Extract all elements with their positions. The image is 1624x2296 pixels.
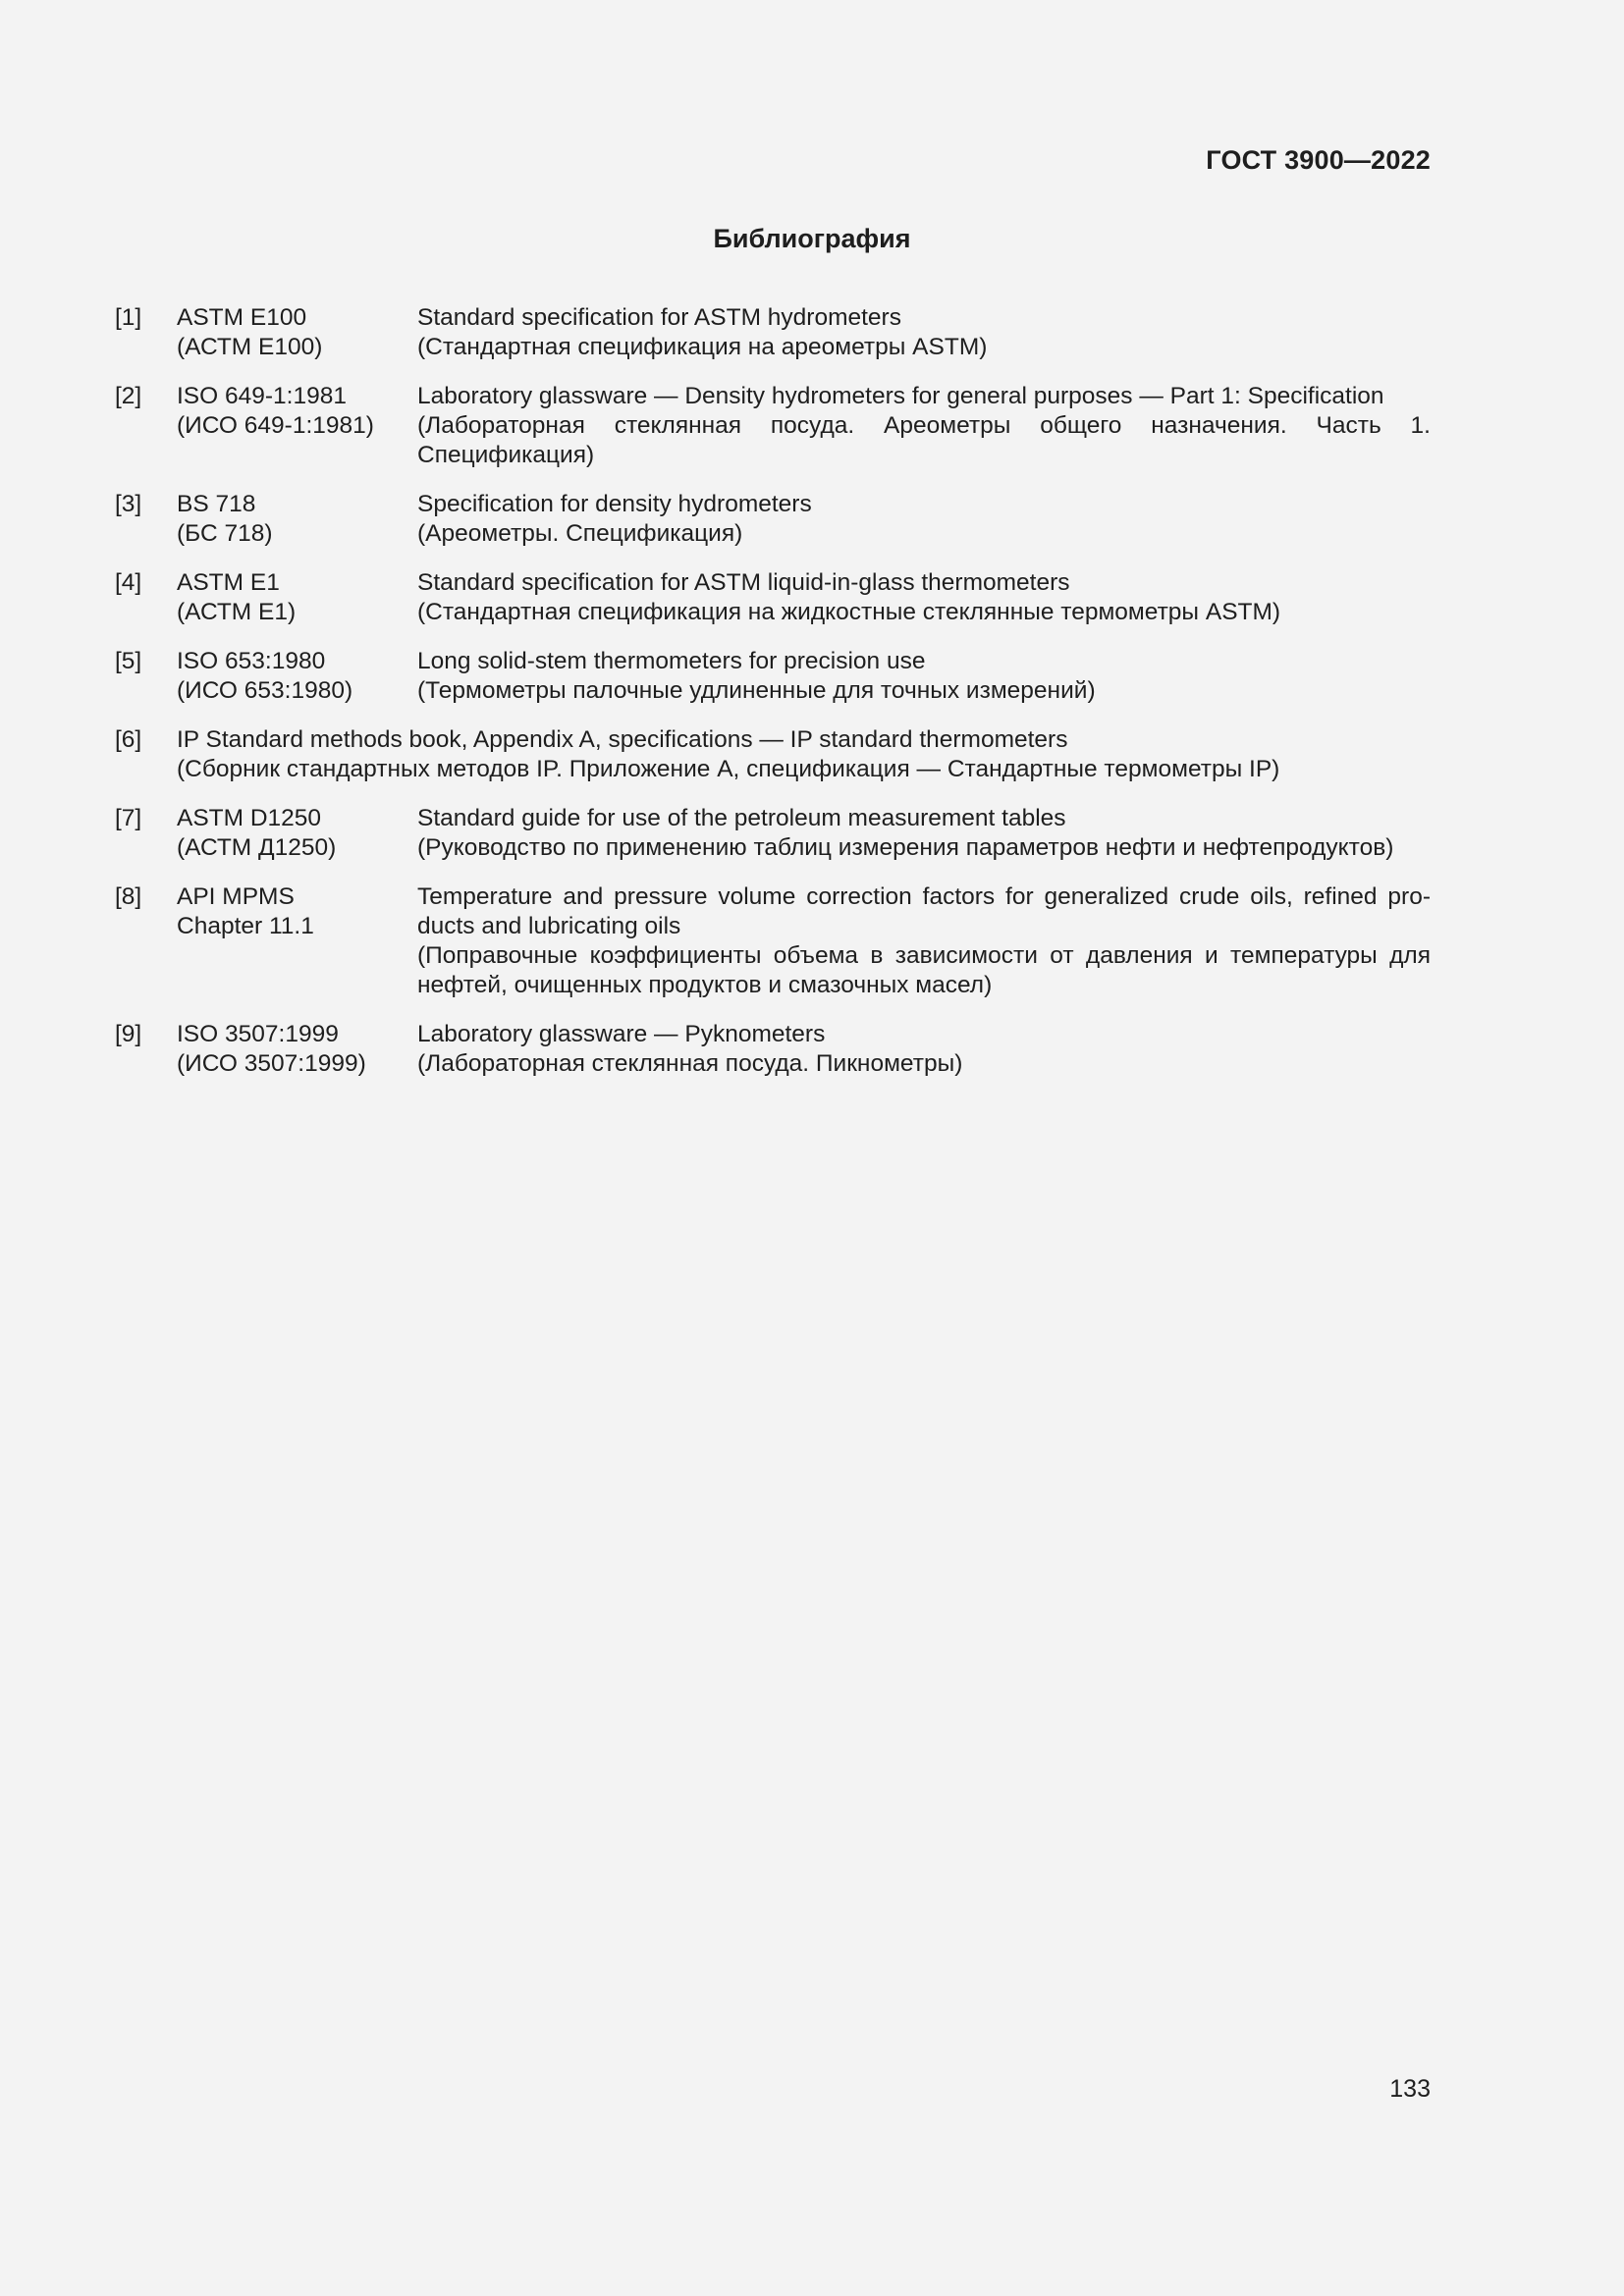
bibliography-entry xyxy=(115,490,1431,549)
page-number: 133 xyxy=(1389,2075,1431,2103)
entry-desc-en: Temperature and pressure volume correction factors for generalized crude oils, refined pro-ducts and lubricating oils xyxy=(417,883,1431,939)
entry-number: [2] xyxy=(115,383,142,409)
entry-description xyxy=(417,1020,1431,1079)
entry-code-ru: (АСТМ Е1) xyxy=(177,599,297,625)
entry-code-ru: (ИСО 649-1:1981) xyxy=(177,412,374,439)
bibliography-entry xyxy=(115,647,1431,706)
entry-desc-en: Laboratory glassware — Pyknometers xyxy=(417,1021,826,1047)
entry-code-ru: (ИСО 653:1980) xyxy=(177,677,353,704)
bibliography-entry xyxy=(115,303,1431,362)
entry-code xyxy=(177,882,417,1000)
entry-code-en: ASTM E1 xyxy=(177,569,280,596)
entry-number: [9] xyxy=(115,1021,142,1047)
bibliography-entry xyxy=(115,568,1431,627)
entry-code xyxy=(177,647,417,706)
entry-description xyxy=(417,303,1431,362)
entry-code-en: ISO 649-1:1981 xyxy=(177,383,347,409)
entry-desc-ru: (Сборник стандартных методов IP. Приложение А, спецификация — Стандартные термометры IP) xyxy=(177,756,1280,782)
entry-code-en: API MPMS xyxy=(177,883,295,910)
entry-number: [7] xyxy=(115,805,142,831)
entry-code-ru: (ИСО 3507:1999) xyxy=(177,1050,366,1077)
entry-number: [5] xyxy=(115,648,142,674)
entry-desc-ru: (Ареометры. Спецификация) xyxy=(417,520,743,547)
entry-number: [1] xyxy=(115,304,142,331)
entry-code-ru: (АСТМ Д1250) xyxy=(177,834,337,861)
entry-description xyxy=(417,382,1431,470)
entry-code-en: ISO 653:1980 xyxy=(177,648,326,674)
bibliography-entry xyxy=(115,382,1431,470)
entry-number: [6] xyxy=(115,726,142,753)
entry-code-en: ASTM E100 xyxy=(177,304,307,331)
entry-code xyxy=(177,303,417,362)
entry-desc-ru: (Лабораторная стеклянная посуда. Ареометры общего назначения. Часть 1. Спецификация) xyxy=(417,412,1431,468)
entry-description xyxy=(417,490,1431,549)
entry-code-ru: (БС 718) xyxy=(177,520,273,547)
entry-desc-ru: (Руководство по применению таблиц измерения параметров нефти и нефтепродуктов) xyxy=(417,834,1394,861)
entry-code-ru: Chapter 11.1 xyxy=(177,913,314,939)
entry-code xyxy=(177,804,417,863)
page-title: Библиография xyxy=(713,224,911,253)
entry-code-en: BS 718 xyxy=(177,491,256,517)
entry-description xyxy=(417,568,1431,627)
entry-desc-en: Standard specification for ASTM liquid-in-glass thermometers xyxy=(417,569,1070,596)
entry-number: [4] xyxy=(115,569,142,596)
entry-code-en: ISO 3507:1999 xyxy=(177,1021,339,1047)
entry-code xyxy=(177,382,417,470)
bibliography-entry xyxy=(115,882,1431,1000)
entry-desc-ru: (Термометры палочные удлиненные для точных измерений) xyxy=(417,677,1096,704)
bibliography-entry xyxy=(115,804,1431,863)
entry-description xyxy=(177,725,1431,784)
entry-desc-en: IP Standard methods book, Appendix A, specifications — IP standard thermometers xyxy=(177,726,1068,753)
entry-desc-ru: (Лабораторная стеклянная посуда. Пикнометры) xyxy=(417,1050,963,1077)
entry-code xyxy=(177,568,417,627)
entry-code-en: ASTM D1250 xyxy=(177,805,322,831)
entry-desc-en: Standard specification for ASTM hydrometers xyxy=(417,304,901,331)
entry-desc-ru: (Поправочные коэффициенты объема в зависимости от давления и температуры для нефтей, очищенных продуктов и смазочных масел) xyxy=(417,942,1431,998)
entry-description xyxy=(417,647,1431,706)
entry-desc-ru: (Стандартная спецификация на ареометры ASTM) xyxy=(417,334,988,360)
bibliography-entry xyxy=(115,1020,1431,1079)
entry-desc-en: Long solid-stem thermometers for precision use xyxy=(417,648,926,674)
entry-code-ru: (АСТМ Е100) xyxy=(177,334,323,360)
bibliography-list xyxy=(115,303,1431,1098)
entry-description xyxy=(417,882,1431,1000)
entry-description xyxy=(417,804,1431,863)
entry-code xyxy=(177,1020,417,1079)
entry-code xyxy=(177,490,417,549)
bibliography-entry xyxy=(115,725,1431,784)
document-header: ГОСТ 3900—2022 xyxy=(1206,145,1431,175)
entry-number: [8] xyxy=(115,883,142,910)
entry-desc-en: Standard guide for use of the petroleum measurement tables xyxy=(417,805,1066,831)
entry-desc-ru: (Стандартная спецификация на жидкостные стеклянные термометры ASTM) xyxy=(417,599,1281,625)
entry-number: [3] xyxy=(115,491,142,517)
entry-desc-en: Specification for density hydrometers xyxy=(417,491,812,517)
entry-desc-en: Laboratory glassware — Density hydrometers for general purposes — Part 1: Specification xyxy=(417,383,1384,409)
